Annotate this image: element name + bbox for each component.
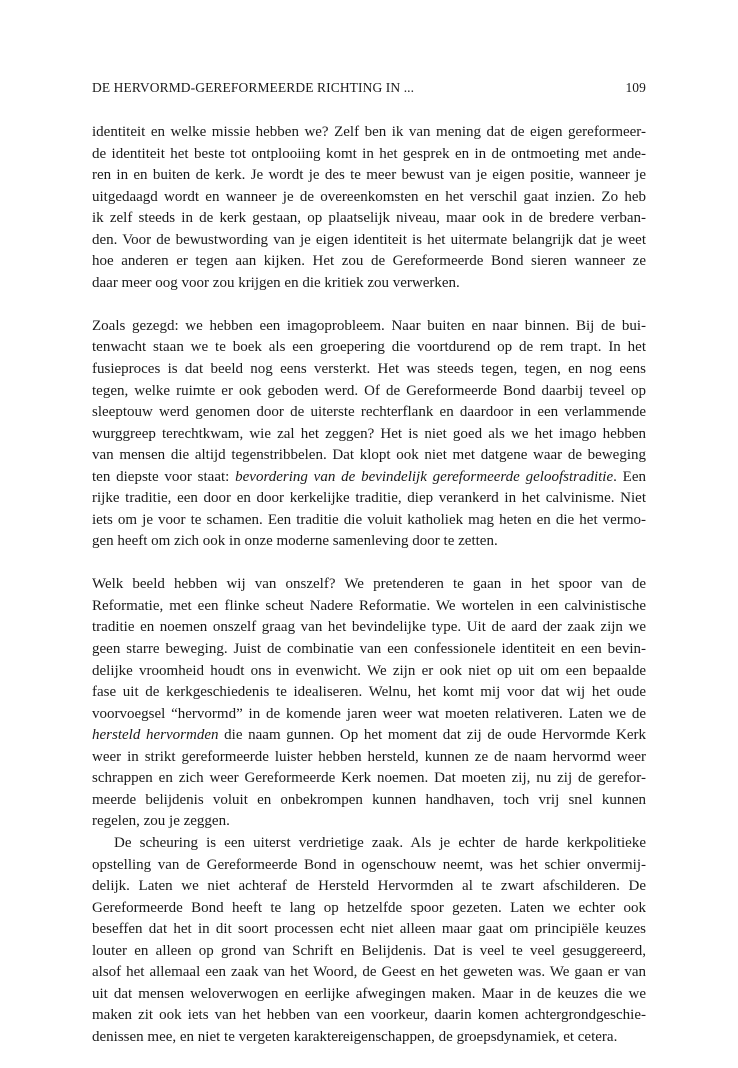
text-line	[92, 467, 646, 489]
text-run: ten diepste voor staat:	[92, 468, 236, 485]
text-run: alsof het allemaal een zaak van het Woord, de Geest en het geweten was. We gaan er van	[92, 964, 646, 981]
text-run: De scheuring is een uiterst verdrietige zaak. Als je echter de harde kerkpolitieke	[114, 834, 646, 851]
text-run: die naam gunnen. Op het moment dat zij de oude Hervormde Kerk	[218, 727, 646, 744]
text-line	[92, 833, 646, 855]
text-line	[92, 898, 646, 920]
text-line	[92, 273, 646, 295]
text-line	[92, 704, 646, 726]
text-run: regelen, zou je zeggen.	[92, 813, 230, 830]
body-text	[92, 122, 646, 1048]
text-line	[92, 1027, 646, 1049]
text-run: fase uit de kerkgeschiedenis te idealiseren. Welnu, het komt mij voor dat wij het oude	[92, 684, 646, 701]
text-run: meerde belijdenis voluit en onbekrompen kunnen handhaven, toch vrij snel kunnen	[92, 791, 646, 808]
text-line	[92, 510, 646, 532]
text-line	[92, 768, 646, 790]
text-line	[92, 725, 646, 747]
text-run: de identiteit het beste tot ontplooiing komt in het gesprek en in de ontmoeting met ande-	[92, 145, 646, 162]
text-line	[92, 747, 646, 769]
text-line	[92, 531, 646, 553]
text-line	[92, 984, 646, 1006]
text-line	[92, 381, 646, 403]
text-line	[92, 359, 646, 381]
text-line	[92, 855, 646, 877]
text-run: tenwacht staan we te boek als een groepering die voortdurend op de rem trapt. In het	[92, 339, 646, 356]
text-line	[92, 230, 646, 252]
text-line	[92, 876, 646, 898]
text-run: . Een	[613, 468, 646, 485]
text-run: tegen, welke ruimte er ook geboden werd. Of de Gereformeerde Bond daarbij teveel op	[92, 382, 646, 399]
text-run: identiteit en welke missie hebben we? Zelf ben ik van mening dat de eigen gereformeer-	[92, 124, 646, 140]
text-line	[92, 445, 646, 467]
text-run: Reformatie, met een flinke scheut Nadere Reformatie. We wortelen in een calvinistische	[92, 597, 646, 614]
text-line	[92, 316, 646, 338]
running-title: DE HERVORMD-GEREFORMEERDE RICHTING IN ...	[92, 80, 415, 95]
text-line	[92, 1005, 646, 1027]
text-line	[92, 122, 646, 144]
text-run: den. Voor de bewustwording van je eigen identiteit is het uitermate belangrijk dat je weet	[92, 231, 646, 248]
text-run: voorvoegsel “hervormd” in de komende jaren weer wat moeten relativeren. Laten we de	[92, 705, 646, 722]
text-line	[92, 790, 646, 812]
italic-phrase: hersteld hervormden	[92, 727, 219, 744]
text-line	[92, 919, 646, 941]
page-number: 109	[625, 80, 646, 95]
text-run: wurggreep terechtkwam, wie zal het zeggen? Het is niet goed als we het imago hebben	[92, 425, 646, 442]
text-run: van mensen die altijd tegenstribbelen. Dat klopt ook niet met datgene waar de beweging	[92, 447, 646, 464]
text-line	[92, 337, 646, 359]
text-line	[92, 639, 646, 661]
text-line	[92, 682, 646, 704]
text-run: iets om je voor te schamen. Een traditie die voluit katholiek mag heten en die het vermo-	[92, 511, 646, 528]
text-line	[92, 187, 646, 209]
text-line	[92, 208, 646, 230]
text-run: daar meer oog voor zou krijgen en die kritiek zou verwerken.	[92, 274, 460, 291]
text-line	[92, 402, 646, 424]
text-line	[92, 574, 646, 596]
text-run: Welk beeld hebben wij van onszelf? We pretenderen te gaan in het spoor van de	[92, 576, 646, 593]
text-line	[92, 144, 646, 166]
text-run: delijke vroomheid houdt ons in evenwicht. We zijn er ook niet op uit om een bepaalde	[92, 662, 646, 679]
text-line	[92, 251, 646, 273]
text-run: schrappen en zich weer Gereformeerde Kerk noemen. Dat moeten zij, nu zij de gerefor-	[92, 770, 646, 787]
text-run: uit dat mensen weloverwogen en eerlijke afwegingen maken. Maar in de keuzes die we	[92, 985, 646, 1002]
text-run: traditie en noemen onszelf graag van het bevindelijke type. Uit de aard der zaak zijn we	[92, 619, 646, 636]
text-run: ren in en buiten de kerk. Je wordt je des te meer bewust van je eigen positie, wanneer je	[92, 167, 646, 184]
text-line	[92, 488, 646, 510]
text-run: uitgedaagd wordt en wanneer je de overeenkomsten en het verschil gaat inzien. Zo heb	[92, 188, 646, 205]
text-line	[92, 165, 646, 187]
text-line	[92, 811, 646, 833]
text-run: sleeptouw werd genomen door de uiterste rechterflank en daardoor in een verlammende	[92, 404, 646, 421]
text-line	[92, 617, 646, 639]
text-run: ik zelf steeds in de kerk gestaan, op plaatselijk niveau, maar ook in de bredere verban-	[92, 210, 646, 227]
text-run: Zoals gezegd: we hebben een imagoprobleem. Naar buiten en naar binnen. Bij de bui-	[92, 317, 646, 334]
text-line	[92, 661, 646, 683]
text-run: Gereformeerde Bond heeft te lang op hetzelfde spoor gezeten. Laten we echter ook	[92, 899, 646, 916]
paragraph	[92, 122, 646, 294]
italic-phrase: bevordering van de bevindelijk gereformeerde geloofstraditie	[235, 468, 614, 485]
text-run: geen starre beweging. Juist de combinatie van een confessionele identiteit en een bevin-	[92, 641, 646, 658]
text-run: delijk. Laten we niet achteraf de Hersteld Hervormden al te zwart afschilderen. De	[92, 878, 646, 895]
paragraph	[92, 574, 646, 833]
text-line	[92, 596, 646, 618]
text-run: fusieproces is dat beeld nog eens versterkt. Het was steeds tegen, tegen, en nog eens	[92, 360, 646, 377]
text-run: opstelling van de Gereformeerde Bond in ogenschouw neemt, was het schier onvermij-	[92, 856, 646, 873]
text-run: maken zit ook iets van het hebben van een voorkeur, daarin komen achtergrondgeschie-	[92, 1007, 646, 1024]
text-run: rijke traditie, een door en door kerkelijke traditie, diep verankerd in het calvinisme. Niet	[92, 490, 646, 507]
text-run: gen heeft om zich ook in onze moderne samenleving door te zetten.	[92, 533, 498, 550]
text-run: weer in strikt gereformeerde luister hebben hersteld, kunnen ze de naam hervormd weer	[92, 748, 646, 765]
text-run: denissen mee, en niet te vergeten karaktereigenschappen, de groepsdynamiek, et cetera.	[92, 1028, 618, 1045]
text-line	[92, 424, 646, 446]
paragraph	[92, 316, 646, 553]
paragraph	[92, 833, 646, 1048]
text-line	[92, 941, 646, 963]
text-run: beseffen dat het in dit soort processen echt niet alleen maar gaat om principiële keuzes	[92, 921, 646, 938]
text-line	[92, 962, 646, 984]
text-run: hoe anderen er tegen aan kijken. Het zou de Gereformeerde Bond sieren wanneer ze	[92, 253, 646, 270]
text-run: louter en alleen op grond van Schrift en Belijdenis. Dat is veel te veel gesuggereerd,	[92, 942, 646, 959]
